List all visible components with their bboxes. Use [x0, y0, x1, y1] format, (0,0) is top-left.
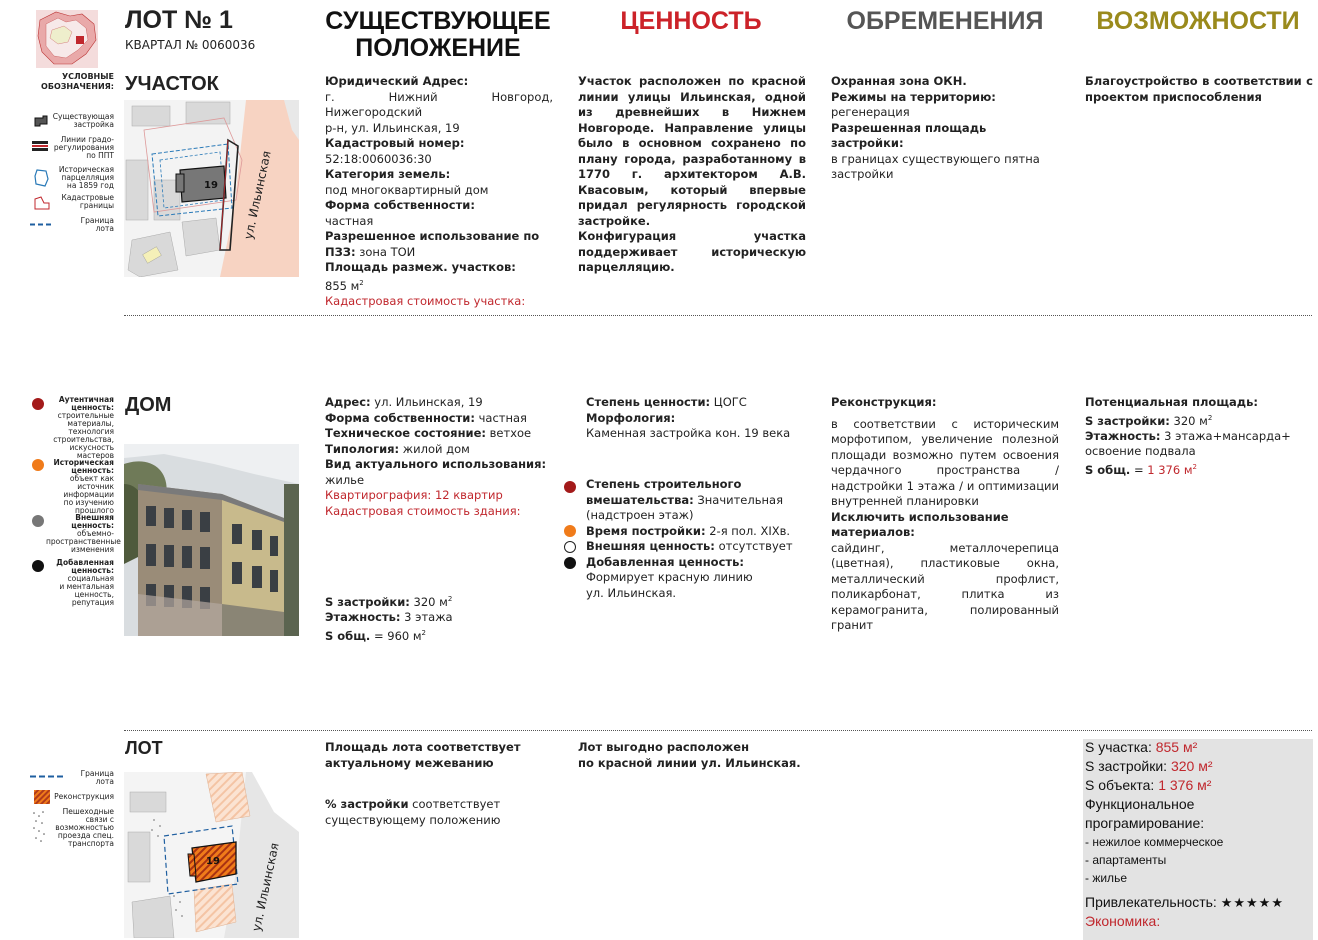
legend-label: объект как — [69, 474, 114, 483]
house-opt-sbuild-value: 320 м — [1173, 413, 1208, 428]
plot-addr-line2: р-н, ул. Ильинская, 19 — [325, 120, 460, 135]
legend-plot — [20, 72, 114, 92]
legend-item-regulation-lines — [14, 136, 114, 160]
legend-label: и ментальная — [59, 582, 114, 591]
legend-label: ценность: — [71, 403, 114, 412]
house-floors-label: Этажность: — [325, 610, 401, 625]
plot-burden-line3: регенерация — [831, 105, 910, 119]
column-header-current — [318, 8, 558, 62]
legend-label: информации — [63, 490, 114, 499]
plot-burden-line4: Разрешенная площадь застройки: — [831, 120, 987, 150]
house-current — [325, 395, 553, 519]
plot-map-street: ул. Ильинская — [241, 149, 274, 241]
lot-value-line1: Лот выгодно расположен — [578, 740, 750, 754]
plot-area-value: 855 м — [325, 278, 360, 293]
plot-value-paragraph2: Конфигурация участка поддерживает историческую парцелляцию. — [578, 229, 806, 274]
lot-pct-value: соответствует — [412, 797, 501, 811]
intervention-dot — [564, 481, 576, 493]
house-rec-text: в соответствии с историческим морфотипом, увеличение полезной площади возможно путем освоения чердачного пространства / надстройки 1 этажа / и оптимизации внутренней планировки — [831, 416, 1059, 508]
legend-label: репутация — [71, 598, 114, 607]
plot-cad-value: 52:18:0060036:30 — [325, 151, 432, 166]
house-excl-label1: Исключить использование — [831, 509, 1009, 524]
house-current-areas: S застройки: 320 $м^2$ Этажность: 3 этажа S общ. = 960 $м^2$ — [325, 594, 453, 643]
lot-current-line2: актуальному межеванию — [325, 755, 494, 770]
legend-label: Историческая — [53, 458, 114, 467]
house-addr-label: Адрес: — [325, 395, 371, 409]
house-addr-value: ул. Ильинская, 19 — [374, 395, 483, 409]
lot-map — [124, 772, 299, 938]
legend-label: на 1859 год — [66, 181, 114, 190]
build-time-dot — [564, 525, 576, 537]
plot-own-label: Форма собственности: — [325, 198, 475, 212]
house-ext-value: отсутствует — [718, 539, 793, 553]
regulation-lines-icon — [32, 141, 48, 151]
column-header-options: ВОЗМОЖНОСТИ — [1096, 7, 1300, 35]
added-value-black-dot — [564, 557, 576, 569]
house-add-label: Добавленная ценность: — [586, 554, 744, 569]
house-excl-text: сайдинг, металлочерепица (цветная), пластиковые окна, металлический профлист, поликарбонат, плитка из керамогранита, полированный гранит — [831, 540, 1059, 632]
quarter-number: КВАРТАЛ № 0060036 — [125, 38, 256, 52]
legend-label: источник — [77, 482, 114, 491]
plot-area-label: Площадь размеж. участков: — [325, 260, 516, 274]
legend-label: социальная — [67, 574, 114, 583]
house-time-value: 2-я пол. XIXв. — [709, 523, 791, 538]
legend-label: пространственные — [46, 537, 121, 546]
legend-label: материалы, — [67, 419, 114, 428]
plot-use-label2: ПЗЗ: — [325, 244, 356, 259]
house-type-value: жилой дом — [402, 441, 470, 456]
house-opt-stotal-value: 1 376 м — [1147, 462, 1193, 477]
lot-sobj-value: 1 376 м² — [1158, 777, 1212, 793]
house-opt-floors-value: 3 этажа+мансарда+ — [1164, 428, 1291, 443]
lot-pct-label: % застройки — [325, 797, 409, 811]
house-options: Потенциальная площадь: S застройки: 320 $м^2$ Этажность: 3 этажа+мансарда+ освоение подвала S общ. = 1 376 $м^2$ — [1085, 395, 1313, 478]
lot-attract-label: Привлекательность: — [1085, 894, 1217, 910]
legend-label: по изучению — [63, 498, 114, 507]
house-use-value: жилье — [325, 472, 365, 487]
house-sbuild-value: 320 м — [413, 594, 448, 609]
legend-item-reconstruction — [14, 790, 114, 806]
house-tech-value: ветхое — [489, 426, 532, 440]
location-minimap — [36, 10, 98, 68]
legend-label: ценность: — [71, 566, 114, 575]
plot-addr-label: Юридический Адрес: — [325, 74, 469, 88]
legend-label: Аутентичная — [58, 395, 114, 404]
plot-value — [578, 74, 806, 276]
house-excl-label2: материалов: — [831, 525, 915, 539]
plot-cat-value: под многоквартирный дом — [325, 182, 489, 197]
column-header-current-line1: СУЩЕСТВУЮЩЕЕ — [325, 7, 551, 35]
legend-label: Пешеходные — [62, 807, 114, 816]
house-interv-value: Значительная — [697, 492, 783, 507]
legend-title-line1: УСЛОВНЫЕ — [61, 72, 114, 81]
house-opt-floors-value2: освоение подвала — [1085, 444, 1196, 459]
house-opt-stotal-label: S общ. — [1085, 462, 1131, 477]
house-value — [586, 395, 806, 442]
lot-economy-label: Экономика: — [1085, 913, 1161, 929]
lot-func-label2: програмирование: — [1085, 815, 1205, 831]
legend-label: Реконструкция — [54, 792, 114, 801]
house-add-value2: ул. Ильинская. — [586, 585, 677, 600]
plot-value-paragraph1: Участок расположен по красной линии улицы Ильинская, одной из древнейших в Нижнем Новгороде. Направление улицы было в основном сохранено по плану города, разработанному в 1770 г. архитектором А.В. Квасовым, который впервые придал регулярность городской застройке. — [578, 74, 806, 228]
house-value-details — [586, 477, 806, 601]
house-interv-note: (надстроен этаж) — [586, 508, 694, 522]
house-opt-sbuild-label: S застройки: — [1085, 413, 1170, 428]
legend-label: лота — [95, 224, 114, 233]
plot-map — [124, 100, 299, 277]
house-degree-value: ЦОГС — [713, 395, 747, 409]
legend-item-external-value — [46, 513, 121, 554]
house-time-label: Время постройки: — [586, 523, 706, 538]
legend-title-line2: ОБОЗНАЧЕНИЯ: — [41, 82, 114, 91]
section-title-plot: УЧАСТОК — [125, 73, 219, 95]
house-own-value: частная — [478, 410, 527, 425]
lot-options — [1085, 738, 1311, 931]
legend-label: изменения — [71, 545, 114, 554]
legend-label: объемно- — [77, 529, 114, 538]
house-ext-label: Внешняя ценность: — [586, 539, 715, 553]
house-morph-label: Морфология: — [586, 410, 676, 425]
legend-label: Добавленная — [56, 558, 114, 567]
legend-label: искусность — [69, 443, 114, 452]
legend-label: возможностью — [55, 823, 114, 832]
house-degree-label: Степень ценности: — [586, 395, 711, 409]
legend-item-added-value — [46, 559, 114, 607]
column-header-value: ЦЕННОСТЬ — [620, 7, 762, 35]
lot-sbuild-value: 320 м² — [1170, 758, 1213, 774]
lot-title: ЛОТ № 1 — [125, 6, 233, 34]
plot-map-number: 19 — [204, 180, 218, 191]
legend-label: ценность: — [71, 466, 114, 475]
house-interv-label2: вмешательства: — [586, 492, 694, 507]
plot-cat-label: Категория земель: — [325, 167, 451, 181]
authentic-value-dot — [32, 398, 44, 410]
divider — [124, 315, 1312, 316]
legend-label: транспорта — [68, 839, 114, 848]
legend-label: Кадастровые — [61, 193, 114, 202]
lot-pct-value2: существующему положению — [325, 812, 501, 827]
plot-options — [1085, 74, 1313, 105]
plot-burden-line2: Режимы на территорию: — [831, 89, 996, 104]
lot-func-label1: Функциональное — [1085, 796, 1195, 812]
lot-sobj-label: S объекта: — [1085, 777, 1155, 793]
plot-current: Юридический Адрес: г. Нижний Новгород, Нижегородский р-н, ул. Ильинская, 19 Кадастровый номер: 52:18:0060036:30 Категория земель: под многоквартирный дом Форма собственности: частная Разрешенное использование по ПЗЗ: зона ТОИ Площадь размеж. участков: 855 $м^2$ Кадастровая стоимость участка: — [325, 74, 553, 308]
lot-func-item: - апартаменты — [1085, 853, 1167, 867]
legend-item-historic-parcels — [14, 166, 114, 192]
house-stotal-value: = 960 м — [373, 628, 422, 643]
house-add-value1: Формирует красную линию — [586, 570, 753, 584]
legend-label: застройка — [73, 120, 114, 129]
lot-current-line1: Площадь лота соответствует — [325, 740, 521, 754]
legend-label: Граница — [80, 216, 114, 225]
house-type-label: Типология: — [325, 441, 400, 456]
legend-item-lot-border — [14, 217, 114, 235]
legend-label: связи с — [85, 815, 114, 824]
lot-map-number: 19 — [206, 856, 220, 867]
external-value-dot — [32, 515, 44, 527]
plot-cost-label: Кадастровая стоимость участка: — [325, 293, 526, 308]
plot-burden-line5: в границах существующего пятна застройки — [831, 151, 1040, 181]
added-value-dot — [32, 560, 44, 572]
external-value-empty-dot — [564, 541, 576, 553]
historic-parcel-icon — [34, 169, 50, 187]
house-cost: Кадастровая стоимость здания: — [325, 503, 521, 518]
legend-label: Линии градо- — [60, 135, 114, 144]
legend-label: строительные — [57, 411, 114, 420]
section-title-house: ДОМ — [125, 394, 172, 416]
legend-item-historic-value — [46, 459, 114, 515]
house-burden — [831, 395, 1059, 634]
house-opt-stotal-eq: = — [1133, 462, 1144, 477]
plot-burden-line1: Охранная зона ОКН. — [831, 74, 967, 88]
plot-use-label: Разрешенное использование по — [325, 229, 540, 243]
legend-label: ценность, — [74, 590, 114, 599]
legend-label: регулирования — [53, 143, 114, 152]
historic-value-dot — [32, 459, 44, 471]
legend-label: лота — [95, 777, 114, 786]
plot-addr-line1: г. Нижний Новгород, Нижегородский — [325, 89, 553, 119]
legend-item-existing-buildings — [14, 113, 114, 131]
house-floors-value: 3 этажа — [404, 610, 453, 625]
lot-border-icon — [30, 223, 54, 226]
cadastral-border-icon — [34, 196, 50, 210]
legend-item-cadastral-borders — [14, 194, 114, 214]
house-tech-label: Техническое состояние: — [325, 426, 486, 440]
lot-func-item: - жилье — [1085, 871, 1127, 885]
lot-splot-value: 855 м² — [1155, 739, 1198, 755]
house-opt-floors-label: Этажность: — [1085, 428, 1161, 443]
legend-label: Внешняя — [75, 513, 114, 522]
legend-label: Существующая — [52, 112, 114, 121]
house-pot-label: Потенциальная площадь: — [1085, 395, 1258, 409]
section-title-lot: ЛОТ — [125, 738, 163, 758]
house-flats: Квартирография: 12 квартир — [325, 488, 503, 502]
plot-cad-label: Кадастровый номер: — [325, 136, 465, 150]
lot-value — [578, 740, 806, 771]
divider — [124, 730, 1312, 731]
pedestrian-dots-icon — [32, 810, 46, 844]
lot-sbuild-label: S застройки: — [1085, 758, 1168, 774]
plot-options-text: Благоустройство в соответствии с проектом приспособления — [1085, 74, 1313, 104]
house-rec-label: Реконструкция: — [831, 395, 937, 409]
legend-label: по ППТ — [86, 151, 114, 160]
rating-stars-icon: ★★★★★ — [1220, 895, 1284, 910]
legend-label: прошлого — [74, 506, 114, 515]
plot-burden — [831, 74, 1059, 183]
legend-label: проезда спец. — [57, 831, 114, 840]
legend-label: Историческая — [58, 165, 114, 174]
house-own-label: Форма собственности: — [325, 410, 475, 425]
column-header-burden: ОБРЕМЕНЕНИЯ — [846, 7, 1044, 35]
lot-splot-label: S участка: — [1085, 739, 1152, 755]
plot-own-value: частная — [325, 213, 374, 228]
house-sbuild-label: S застройки: — [325, 594, 410, 609]
legend-label: технология — [68, 427, 114, 436]
lot-value-line2: по красной линии ул. Ильинская. — [578, 755, 801, 770]
legend-label: Граница — [80, 769, 114, 778]
legend-label: ценность: — [71, 521, 114, 530]
reconstruction-hatch-icon — [34, 790, 50, 804]
house-photo — [124, 444, 299, 636]
house-use-label: Вид актуального использования: — [325, 457, 547, 471]
legend-item-authentic-value — [46, 396, 114, 460]
legend-label: мастеров — [76, 451, 114, 460]
lot-border-icon — [30, 775, 66, 778]
lot-current — [325, 740, 553, 828]
lot-func-item: - нежилое коммерческое — [1085, 835, 1224, 849]
plot-use-value: зона ТОИ — [359, 244, 416, 259]
legend-label: границы — [79, 201, 114, 210]
existing-building-icon — [34, 115, 48, 127]
lot-map-street: ул. Ильинская — [249, 841, 282, 933]
house-morph-value: Каменная застройка кон. 19 века — [586, 426, 791, 440]
legend-label: парцелляция — [61, 173, 114, 182]
legend-item-pedestrian-links — [14, 808, 114, 848]
house-interv-label1: Степень строительного — [586, 477, 742, 491]
house-stotal-label: S общ. — [325, 628, 371, 643]
legend-label: строительства, — [53, 435, 114, 444]
column-header-current-line2: ПОЛОЖЕНИЕ — [355, 34, 521, 62]
legend-item-lot-border-2 — [14, 770, 114, 788]
